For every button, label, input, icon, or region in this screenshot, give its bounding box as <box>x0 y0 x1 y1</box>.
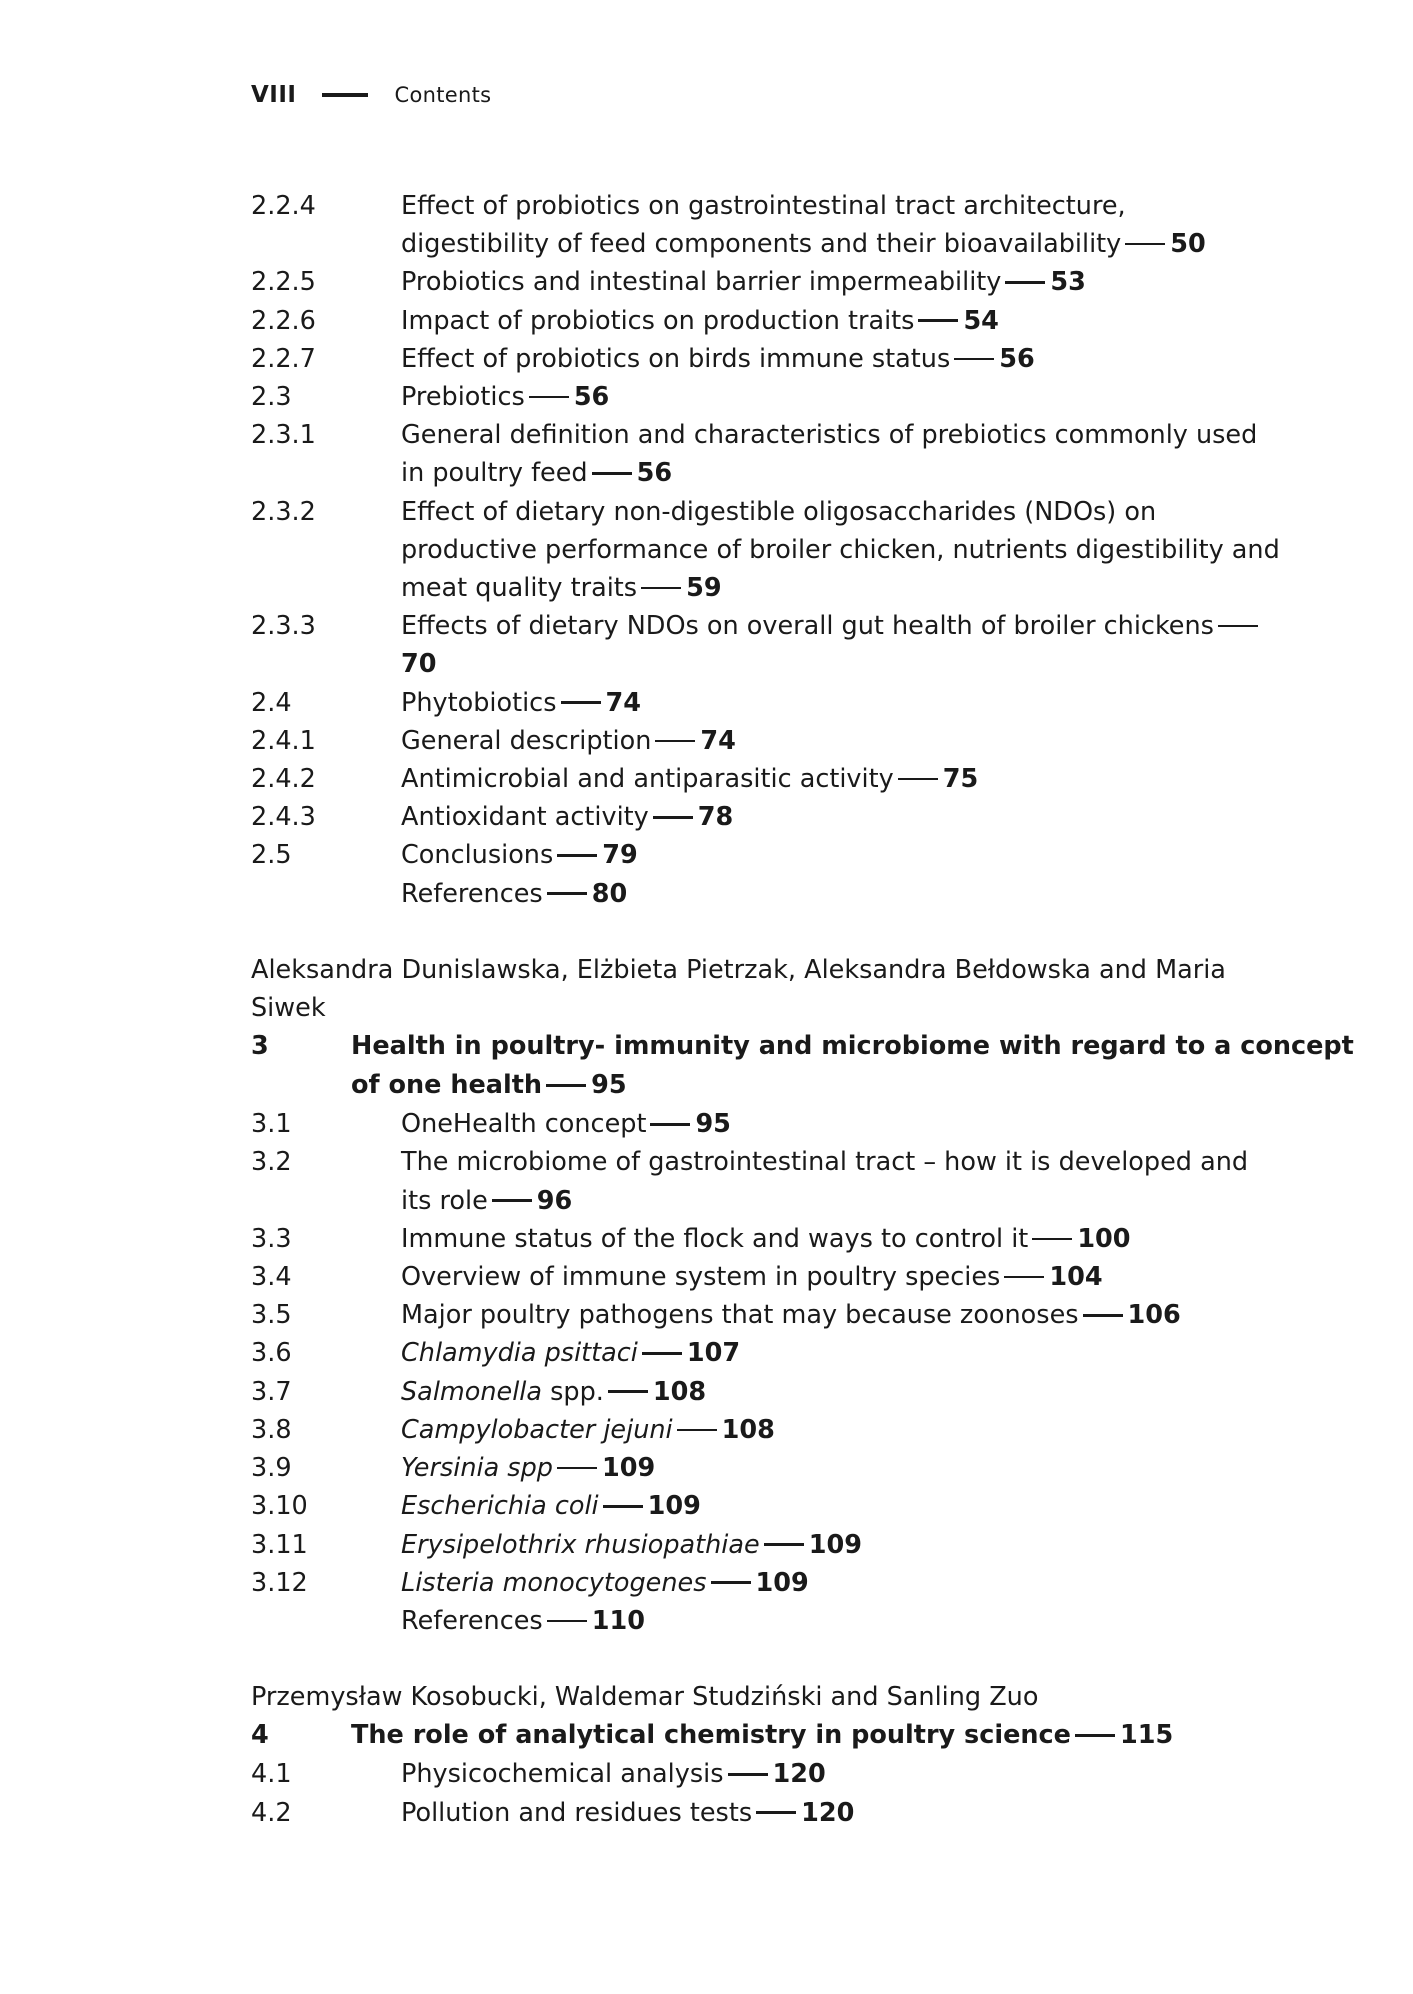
entry-title: Yersinia spp <box>401 1453 553 1484</box>
entry-page: 59 <box>686 573 722 604</box>
entry-title: OneHealth concept <box>401 1109 647 1140</box>
toc-entry <box>251 1143 1281 1219</box>
entry-number: 2.2.4 <box>251 191 316 221</box>
leader-dash <box>561 701 601 704</box>
entry-number: 2.3 <box>251 382 292 413</box>
entry-title: Listeria monocytogenes <box>401 1567 707 1598</box>
chapter-page: 115 <box>1119 1720 1174 1751</box>
leader-dash <box>711 1581 751 1584</box>
entry-page: 70 <box>401 649 437 680</box>
entry-title-italic: Salmonella <box>401 1376 542 1407</box>
page-folio: VIII <box>251 82 297 108</box>
toc-entry <box>251 187 1281 263</box>
page-header <box>251 78 491 112</box>
entry-page: 96 <box>536 1185 573 1216</box>
toc-entry <box>251 493 1281 608</box>
leader-dash <box>756 1811 796 1814</box>
toc-entry <box>251 378 1281 416</box>
entry-page: 50 <box>1170 229 1206 260</box>
entry-page: 107 <box>686 1338 741 1369</box>
leader-dash <box>641 587 681 590</box>
entry-number: 3.7 <box>251 1376 292 1407</box>
toc-entry <box>251 836 1281 874</box>
toc-entry <box>251 1794 1281 1832</box>
toc-entry <box>251 302 1281 340</box>
leader-dash <box>557 854 597 857</box>
entry-number: 3.3 <box>251 1223 292 1254</box>
entry-page: 104 <box>1049 1262 1103 1293</box>
entry-number: 3.9 <box>251 1453 292 1484</box>
entry-page: 120 <box>801 1797 855 1828</box>
entry-page: 74 <box>700 725 736 756</box>
entry-page: 109 <box>755 1567 809 1598</box>
entry-title: Effects of dietary NDOs on overall gut health of broiler chickens <box>401 611 1214 642</box>
entry-title: Conclusions <box>401 840 554 871</box>
toc-entry <box>251 1220 1281 1258</box>
entry-title: Erysipelothrix rhusiopathiae <box>401 1529 760 1560</box>
entry-title: Pollution and residues tests <box>401 1797 753 1828</box>
entry-title: The microbiome of gastrointestinal tract – how it is developed and its role <box>401 1147 1249 1216</box>
entry-page: 80 <box>591 878 628 909</box>
entry-title: General description <box>401 725 652 756</box>
leader-dash <box>1032 1238 1072 1241</box>
entry-number: 2.4 <box>251 687 292 718</box>
entry-title: Impact of probiotics on production traits <box>401 305 915 336</box>
entry-number: 3.2 <box>251 1147 292 1178</box>
entry-title: Phytobiotics <box>401 687 557 718</box>
entry-number: 3.4 <box>251 1262 292 1293</box>
chapter-authors: Aleksandra Dunislawska, Elżbieta Pietrzak, Aleksandra Bełdowska and Maria Siwek <box>251 954 1226 1024</box>
chapter-title: The role of analytical chemistry in poultry science <box>351 1720 1071 1751</box>
entry-page: 54 <box>963 305 999 336</box>
chapter-page: 95 <box>591 1070 627 1101</box>
toc-entry <box>251 1296 1281 1334</box>
entry-title: Prebiotics <box>401 382 525 413</box>
entry-title: Effect of probiotics on birds immune status <box>401 343 951 374</box>
toc-entry <box>251 340 1281 378</box>
entry-page: 56 <box>999 343 1035 374</box>
toc-entry <box>251 1411 1281 1449</box>
leader-dash <box>1218 625 1258 628</box>
header-dash <box>322 93 368 97</box>
chapter-number: 3 <box>251 1031 269 1062</box>
chapter-heading <box>251 1027 1379 1105</box>
entry-title: Antioxidant activity <box>401 802 649 833</box>
chapter-heading <box>251 1716 1281 1755</box>
table-of-contents <box>251 187 1354 1832</box>
leader-dash <box>655 740 695 743</box>
entry-title: References <box>401 1605 543 1636</box>
entry-page: 74 <box>605 687 641 718</box>
chapter-number: 4 <box>251 1720 269 1751</box>
entry-title: Major poultry pathogens that may because zoonoses <box>401 1300 1079 1331</box>
entry-number: 3.1 <box>251 1109 292 1140</box>
leader-dash <box>898 778 938 781</box>
leader-dash <box>546 1084 586 1087</box>
entry-number: 3.5 <box>251 1300 292 1331</box>
toc-entry-references <box>251 875 1281 913</box>
entry-number: 4.2 <box>251 1797 292 1828</box>
leader-dash <box>764 1543 804 1546</box>
leader-dash <box>608 1390 648 1393</box>
entry-title: References <box>401 878 543 909</box>
leader-dash <box>1083 1314 1123 1317</box>
entry-number: 2.5 <box>251 840 292 871</box>
entry-number: 2.3.1 <box>251 420 316 451</box>
leader-dash <box>557 1467 597 1470</box>
leader-dash <box>653 816 693 819</box>
leader-dash <box>954 358 994 361</box>
entry-page: 79 <box>602 840 638 871</box>
toc-entry <box>251 798 1281 836</box>
entry-page: 108 <box>652 1376 707 1407</box>
leader-dash <box>650 1123 690 1126</box>
leader-dash <box>1125 243 1165 246</box>
toc-entry <box>251 760 1281 798</box>
toc-entry <box>251 684 1281 722</box>
entry-page: 53 <box>1050 267 1086 298</box>
entry-page: 109 <box>601 1453 656 1484</box>
entry-page: 78 <box>697 802 734 833</box>
entry-title: Effect of dietary non-digestible oligosaccharides (NDOs) on productive performance of broiler chicken, nutrients digestibility and meat quality traits <box>401 496 1280 604</box>
entry-page: 95 <box>695 1109 731 1140</box>
toc-entry <box>251 1105 1281 1143</box>
entry-title: General definition and characteristics of prebiotics commonly used in poultry feed <box>401 420 1258 489</box>
entry-title: Antimicrobial and antiparasitic activity <box>401 764 894 795</box>
toc-entry <box>251 1373 1281 1411</box>
entry-page: 106 <box>1127 1300 1181 1331</box>
leader-dash <box>677 1429 717 1432</box>
toc-entry <box>251 416 1281 492</box>
entry-page: 100 <box>1077 1223 1131 1254</box>
entry-number: 2.3.3 <box>251 611 316 642</box>
toc-entry <box>251 1258 1281 1296</box>
entry-number: 2.2.5 <box>251 267 316 298</box>
entry-number: 2.2.7 <box>251 343 316 374</box>
toc-entry <box>251 1755 1281 1793</box>
entry-title: Campylobacter jejuni <box>401 1414 673 1445</box>
toc-entry <box>251 1564 1281 1602</box>
toc-entry <box>251 263 1281 301</box>
entry-number: 2.4.1 <box>251 725 316 756</box>
toc-entry <box>251 1334 1281 1372</box>
toc-entry <box>251 1487 1281 1525</box>
leader-dash <box>547 1620 587 1623</box>
entry-page: 110 <box>591 1605 645 1636</box>
toc-entry <box>251 722 1281 760</box>
leader-dash <box>918 319 958 322</box>
entry-number: 3.10 <box>251 1491 308 1522</box>
entry-number: 3.6 <box>251 1338 292 1369</box>
entry-title: Effect of probiotics on gastrointestinal tract architecture, digestibility of feed components and their bioavailability <box>401 191 1126 260</box>
entry-page: 108 <box>721 1414 775 1445</box>
entry-number: 2.2.6 <box>251 305 316 336</box>
entry-page: 120 <box>772 1759 826 1790</box>
entry-number: 4.1 <box>251 1759 292 1790</box>
entry-number: 3.12 <box>251 1567 308 1598</box>
toc-entry <box>251 607 1281 683</box>
leader-dash <box>1075 1734 1115 1737</box>
entry-number: 2.3.2 <box>251 496 316 527</box>
leader-dash <box>492 1199 532 1202</box>
leader-dash <box>529 396 569 399</box>
entry-title-rest: spp. <box>542 1376 604 1407</box>
running-head: Contents <box>394 83 492 107</box>
entry-number: 3.8 <box>251 1414 292 1445</box>
leader-dash <box>592 472 632 475</box>
entry-title: Physicochemical analysis <box>401 1759 724 1790</box>
toc-entry <box>251 1526 1281 1564</box>
entry-title: Escherichia coli <box>401 1491 599 1522</box>
leader-dash <box>547 892 587 895</box>
leader-dash <box>642 1352 682 1355</box>
leader-dash <box>1004 1276 1044 1279</box>
chapter-authors: Przemysław Kosobucki, Waldemar Studziński and Sanling Zuo <box>251 1682 1039 1713</box>
entry-page: 56 <box>573 382 610 413</box>
entry-page: 109 <box>808 1529 862 1560</box>
entry-number: 3.11 <box>251 1529 308 1560</box>
leader-dash <box>603 1505 643 1508</box>
entry-page: 56 <box>636 458 673 489</box>
chapter-title: Health in poultry- immunity and microbiome with regard to a concept of one health <box>351 1031 1354 1101</box>
entry-page: 109 <box>647 1491 701 1522</box>
toc-entry <box>251 1449 1281 1487</box>
entry-title: Immune status of the flock and ways to control it <box>401 1223 1029 1254</box>
entry-number: 2.4.3 <box>251 802 316 833</box>
entry-page: 75 <box>942 764 979 795</box>
toc-entry-references <box>251 1602 1281 1640</box>
entry-number: 2.4.2 <box>251 764 316 795</box>
entry-title: Probiotics and intestinal barrier impermeability <box>401 267 1002 298</box>
entry-title: Chlamydia psittaci <box>401 1338 638 1369</box>
leader-dash <box>1005 281 1045 284</box>
leader-dash <box>728 1773 768 1776</box>
entry-title: Overview of immune system in poultry species <box>401 1262 1001 1293</box>
